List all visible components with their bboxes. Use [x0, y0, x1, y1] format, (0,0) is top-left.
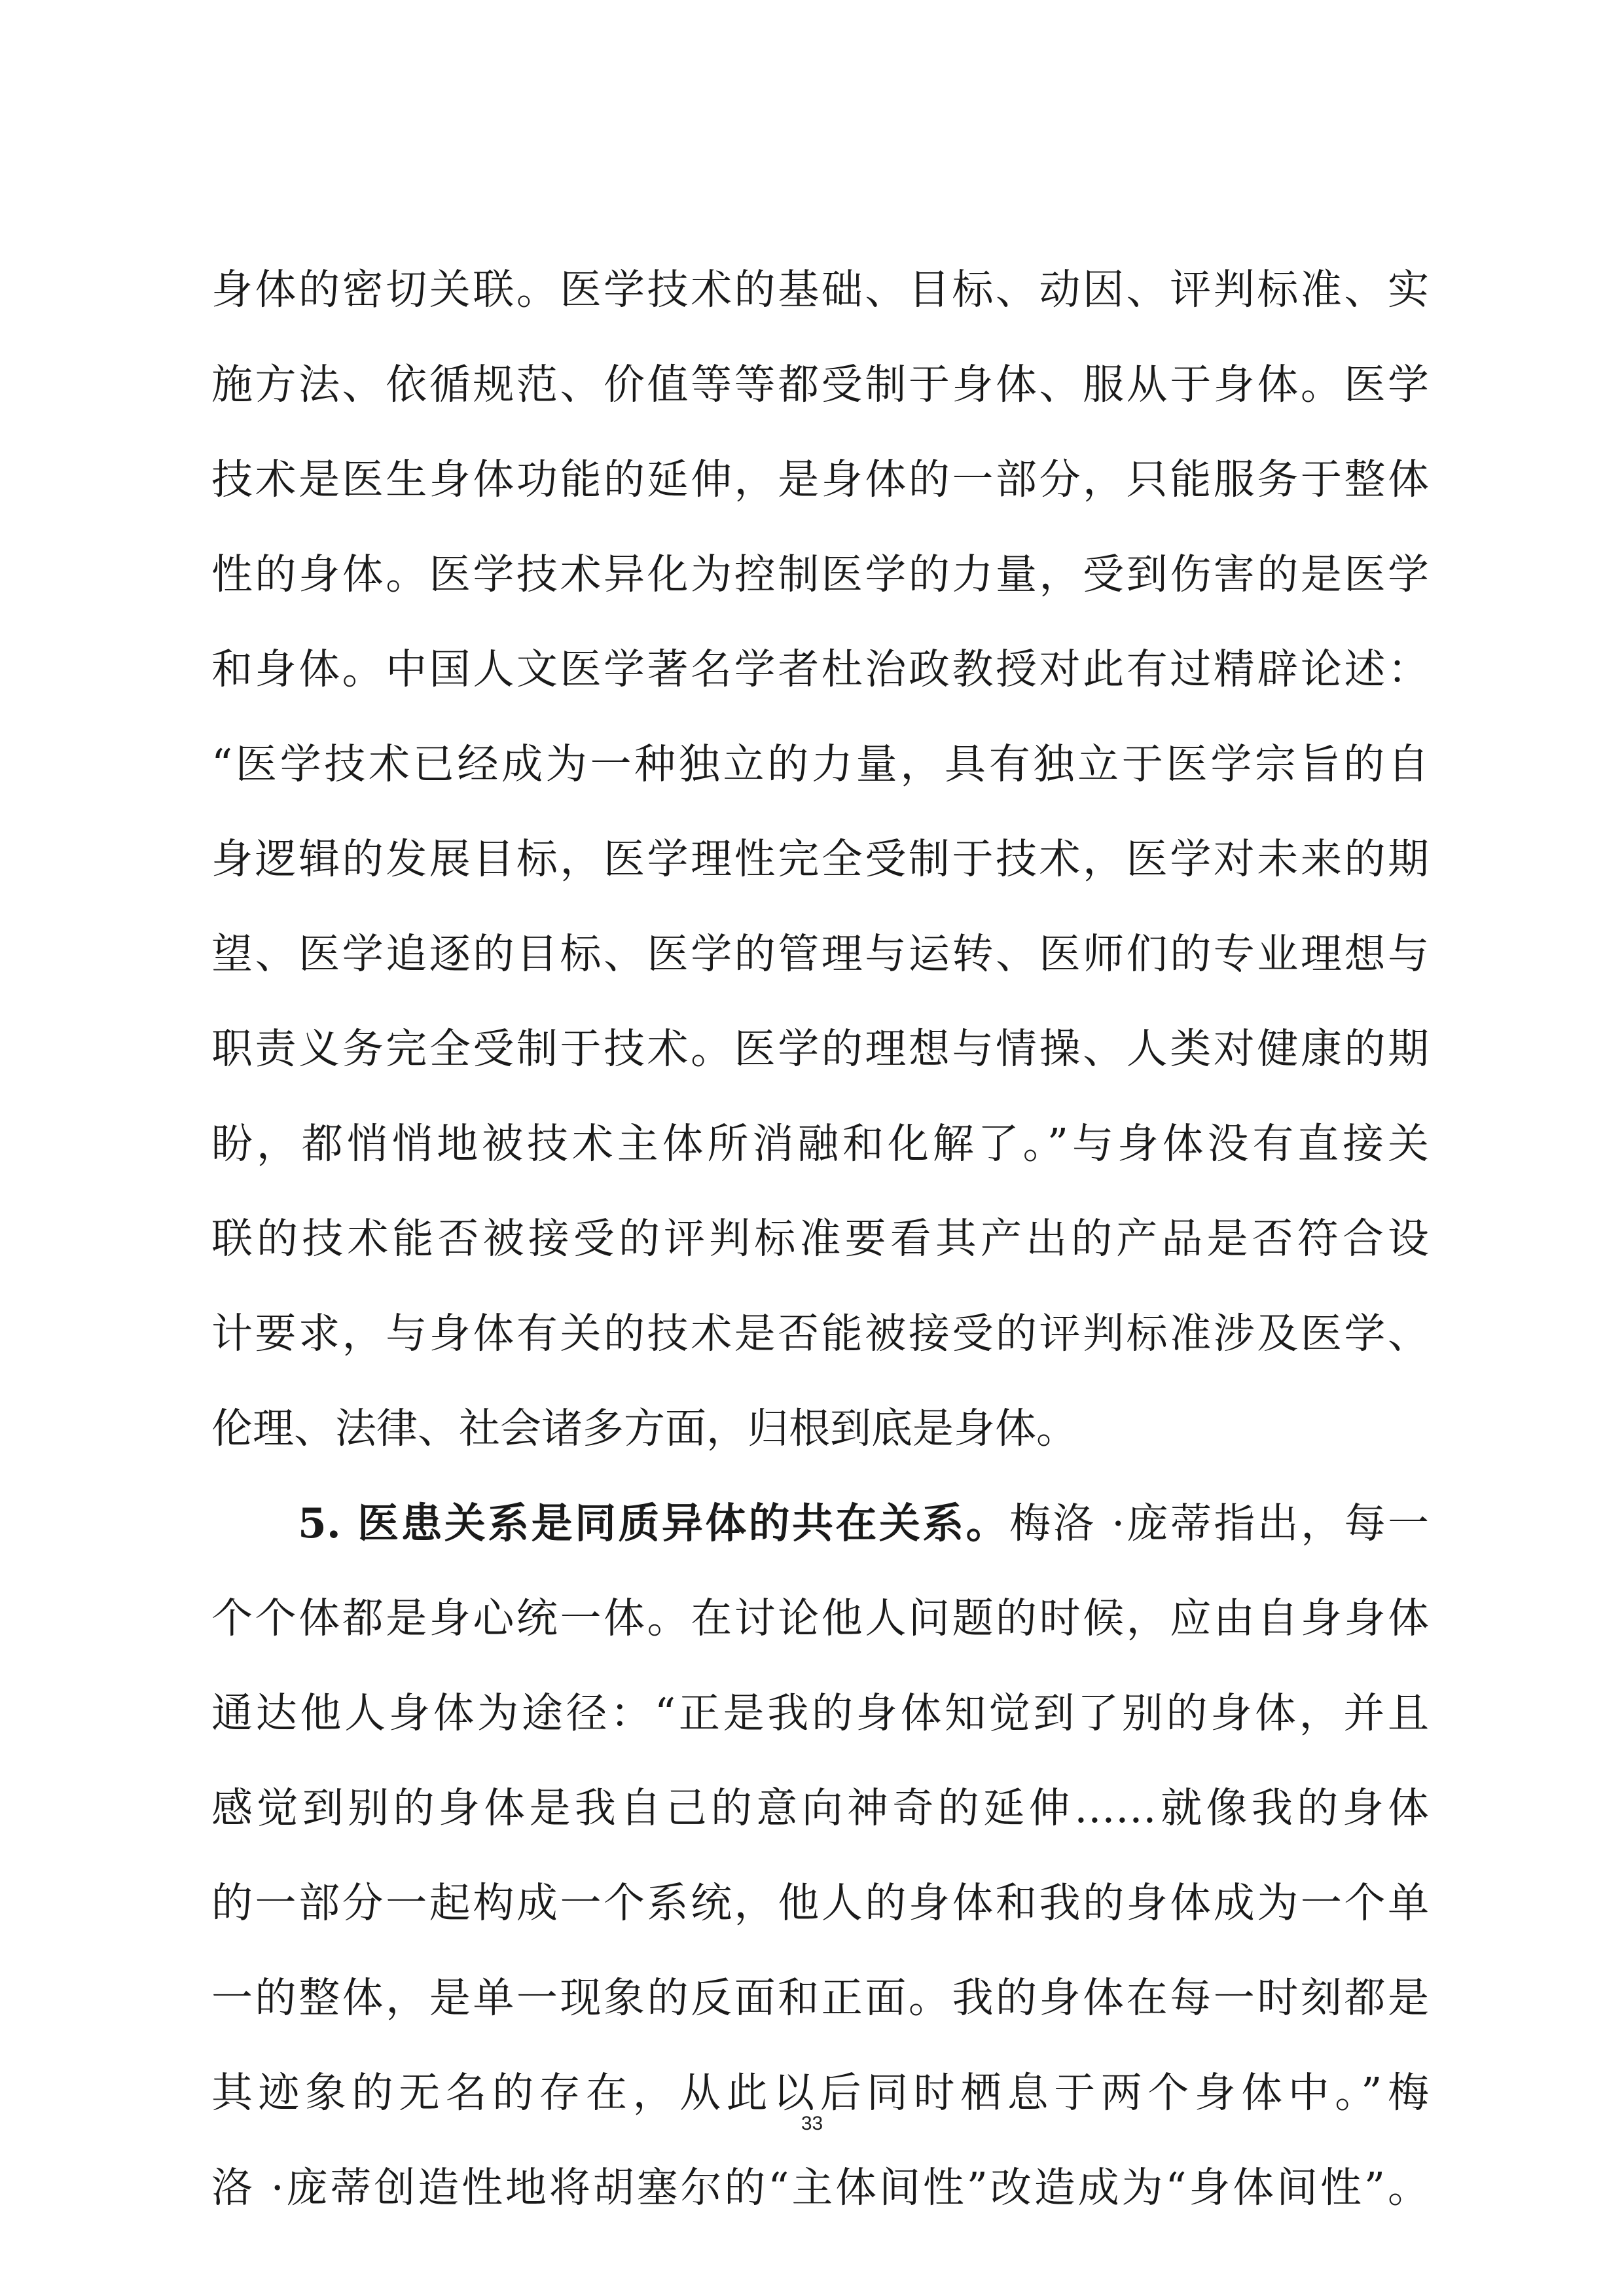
- section-5-heading: 5. 医患关系是同质异体的共在关系。: [298, 1499, 1009, 1547]
- paragraph-line: 一的整体，是单一现象的反面和正面。我的身体在每一时刻都是: [211, 1974, 1429, 2022]
- paragraph-line: 的一部分一起构成一个系统，他人的身体和我的身体成为一个单: [211, 1879, 1429, 1927]
- paragraph-line: 其迹象的无名的存在，从此以后同时栖息于两个身体中。”梅: [211, 2069, 1429, 2117]
- paragraph-line: 个个体都是身心统一体。在讨论他人问题的时候，应由自身身体: [211, 1594, 1429, 1642]
- paragraph-line: 身体的密切关联。医学技术的基础、目标、动因、评判标准、实: [211, 266, 1429, 314]
- paragraph-line: 伦理、法律、社会诸多方面，归根到底是身体。: [211, 1405, 1077, 1452]
- section-5-first-line: [211, 1476, 1429, 1571]
- paragraph-line: 计要求，与身体有关的技术是否能被接受的评判标准涉及医学、: [211, 1310, 1429, 1357]
- page-number: 33: [801, 2113, 823, 2134]
- paragraph-line: 技术是医生身体功能的延伸，是身体的一部分，只能服务于整体: [211, 456, 1429, 503]
- body-text: [211, 242, 1429, 2235]
- paragraph-line: 职责义务完全受制于技术。医学的理想与情操、人类对健康的期: [211, 1025, 1429, 1073]
- paragraph-line: 感觉到别的身体是我自己的意向神奇的延伸……就像我的身体: [211, 1784, 1429, 1832]
- paragraph-line: 联的技术能否被接受的评判标准要看其产出的产品是否符合设: [211, 1215, 1429, 1263]
- paragraph-line: 望、医学追逐的目标、医学的管理与运转、医师们的专业理想与: [211, 930, 1429, 978]
- paragraph-line: 施方法、依循规范、价值等等都受制于身体、服从于身体。医学: [211, 361, 1429, 408]
- paragraph-line: 盼，都悄悄地被技术主体所消融和化解了。”与身体没有直接关: [211, 1120, 1429, 1168]
- paragraph-line: 通达他人身体为途径：“正是我的身体知觉到了别的身体，并且: [211, 1689, 1429, 1737]
- paragraph-line: 性的身体。医学技术异化为控制医学的力量，受到伤害的是医学: [211, 550, 1429, 598]
- paragraph-line: 和身体。中国人文医学著名学者杜治政教授对此有过精辟论述：: [211, 645, 1429, 693]
- paragraph-line: 洛 ·庞蒂创造性地将胡塞尔的“主体间性”改造成为“身体间性”。: [211, 2164, 1429, 2212]
- section-5-first-line-text: 梅洛 ·庞蒂指出，每一: [1009, 1499, 1429, 1547]
- paragraph-line: “医学技术已经成为一种独立的力量，具有独立于医学宗旨的自: [211, 740, 1429, 788]
- paragraph-line: 身逻辑的发展目标，医学理性完全受制于技术，医学对未来的期: [211, 835, 1429, 883]
